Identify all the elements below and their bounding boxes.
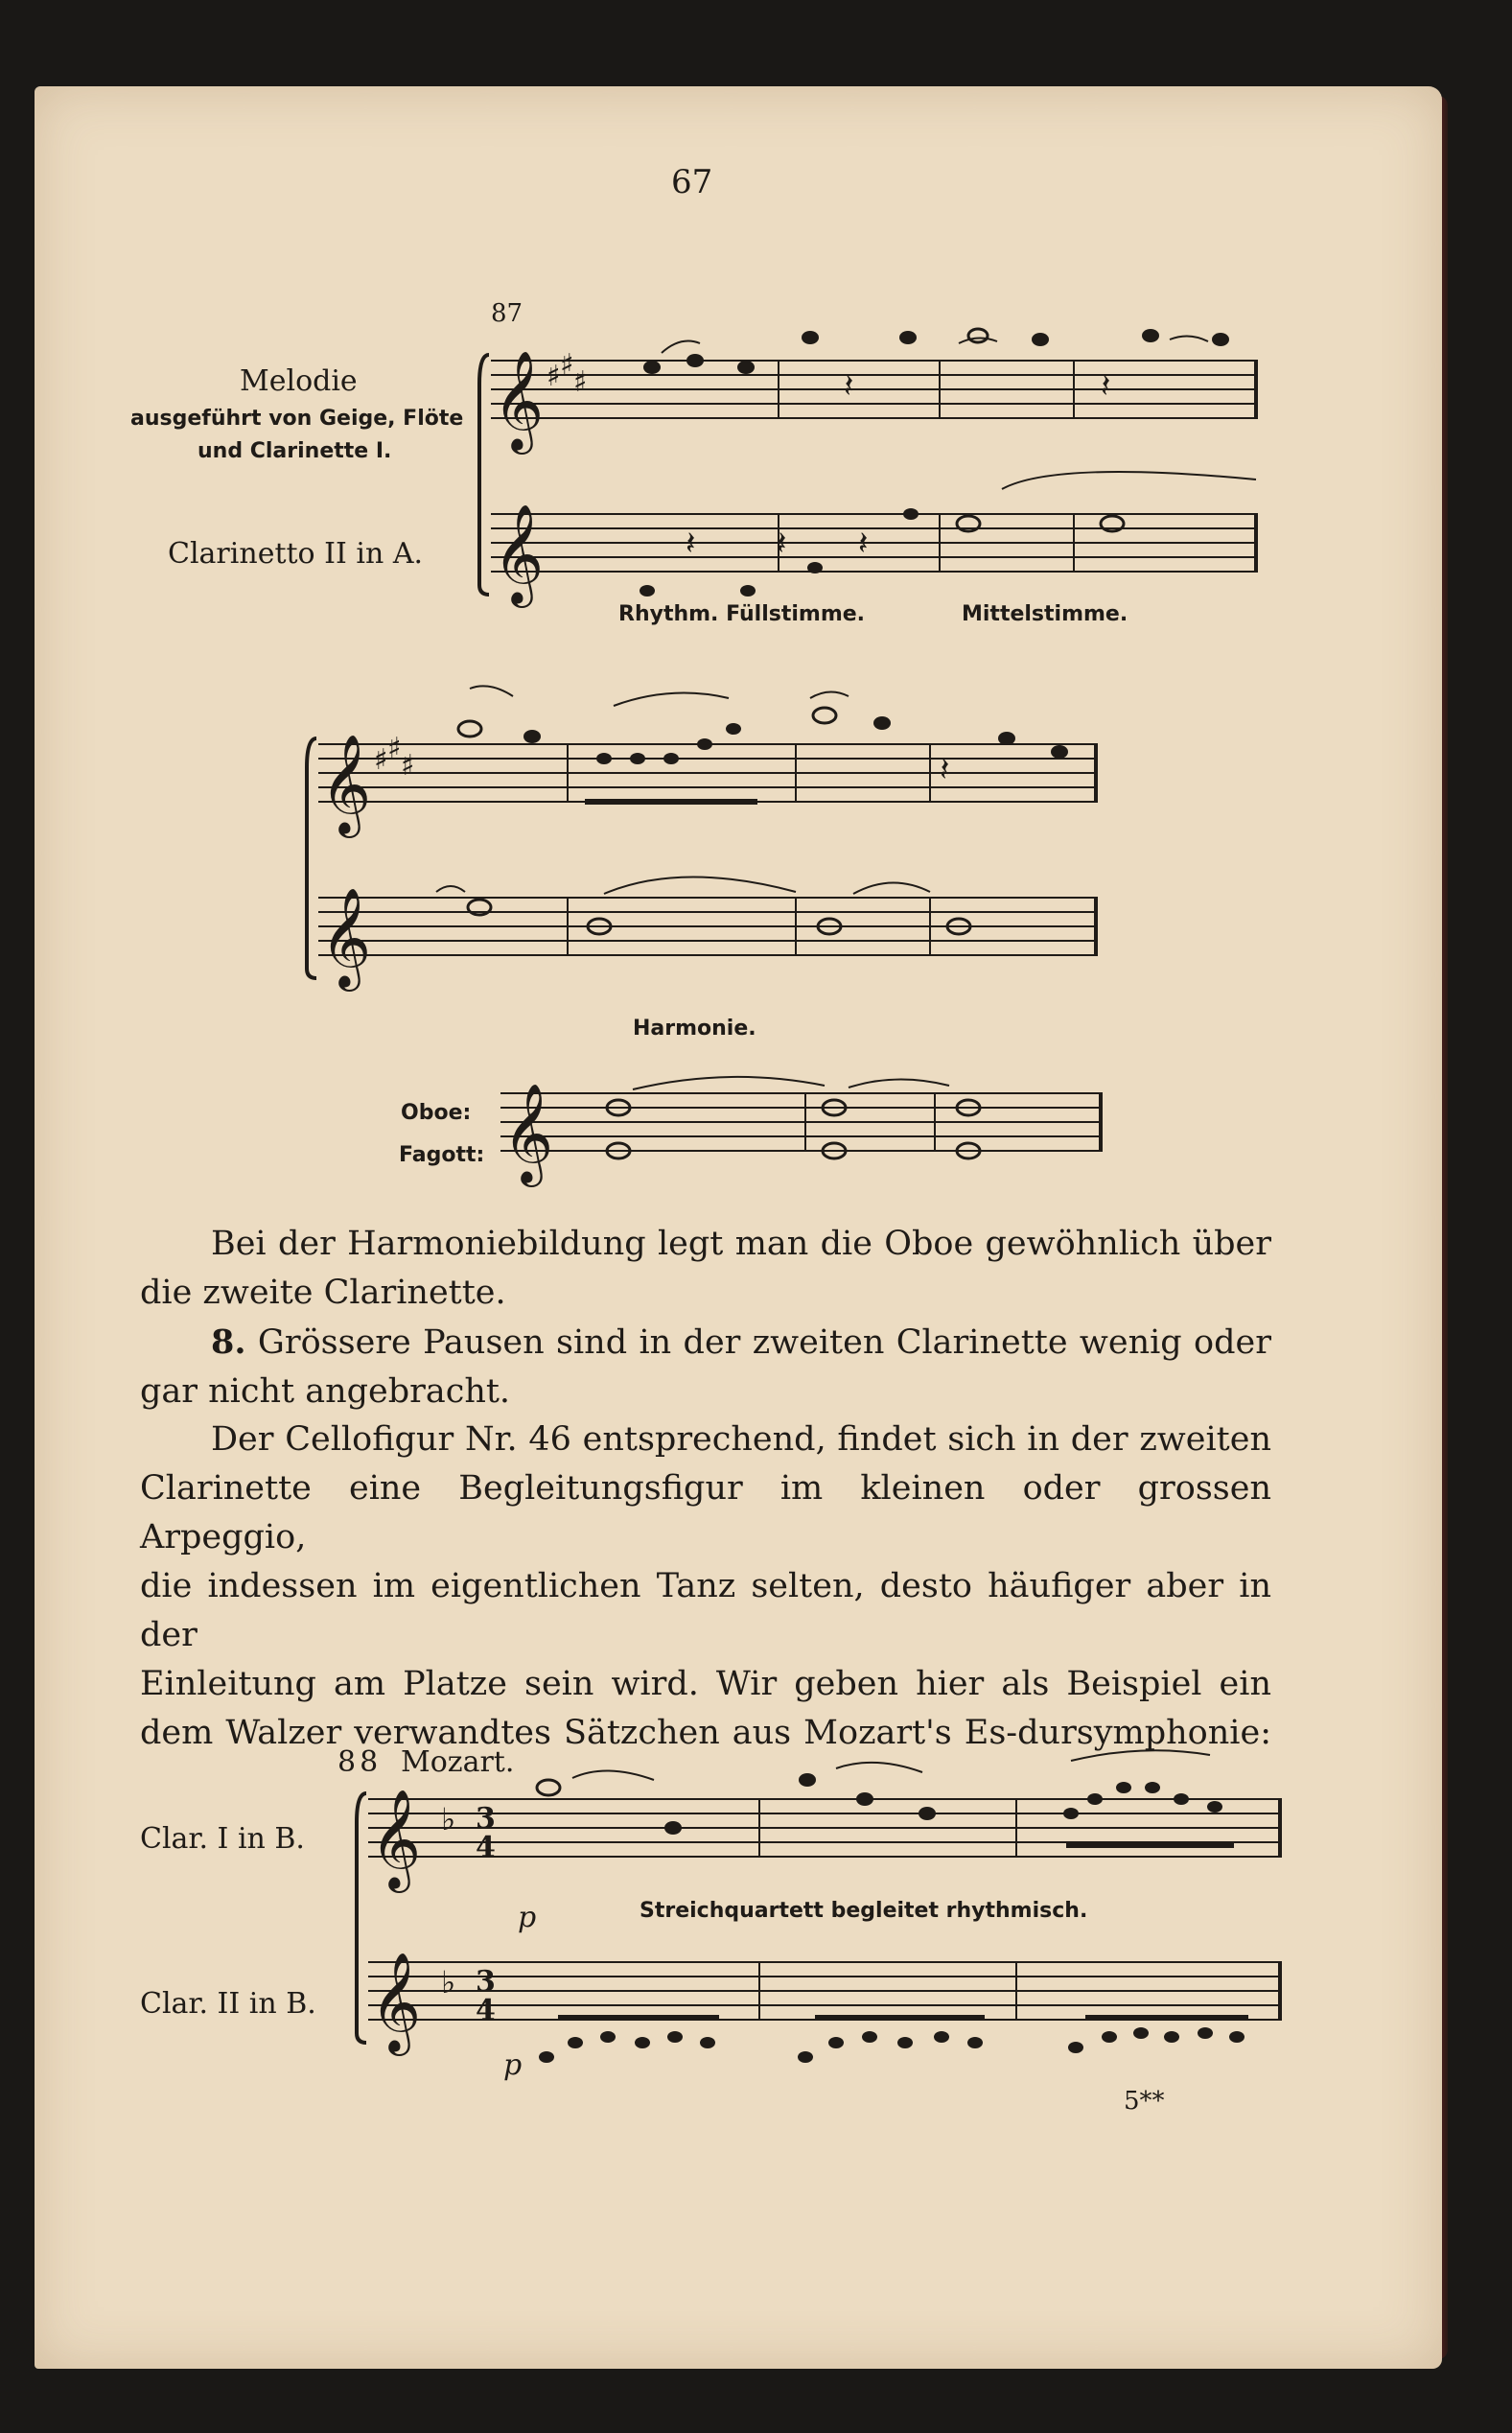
label-melody-sub1: ausgeführt von Geige, Flöte bbox=[130, 407, 464, 431]
time-signature-top-1: 3 bbox=[476, 1802, 496, 1836]
music-system-88 bbox=[357, 1745, 1287, 2091]
time-signature-bottom-1: 4 bbox=[476, 1831, 496, 1864]
text-line: die indessen im eigentlichen Tanz selten, desto häufiger aber in der bbox=[140, 1567, 1271, 1654]
svg-text:𝄞: 𝄞 bbox=[502, 1083, 554, 1183]
example-number-88: 88 bbox=[337, 1745, 383, 1779]
signature-mark: 5** bbox=[1124, 2087, 1165, 2116]
svg-text:♯: ♯ bbox=[387, 732, 402, 765]
svg-text:𝄽: 𝄽 bbox=[940, 751, 950, 789]
svg-text:𝄽: 𝄽 bbox=[844, 367, 854, 406]
svg-text:♯: ♯ bbox=[374, 743, 388, 777]
text-line: Einleitung am Platze sein wird. Wir geben hier als Beispiel ein bbox=[140, 1665, 1271, 1703]
text-line: Bei der Harmoniebildung legt man die Oboe gewöhnlich über bbox=[211, 1225, 1271, 1263]
svg-text:𝄞: 𝄞 bbox=[493, 503, 545, 604]
svg-text:𝄞: 𝄞 bbox=[370, 1952, 422, 2052]
svg-text:𝄞: 𝄞 bbox=[493, 350, 545, 451]
caption-harmony: Harmonie. bbox=[633, 1017, 756, 1041]
dynamic-marking-1: p bbox=[518, 1901, 537, 1934]
text-line: die zweite Clarinette. bbox=[140, 1274, 506, 1312]
svg-text:♭: ♭ bbox=[441, 1964, 456, 2000]
label-melody: Melodie bbox=[240, 364, 358, 398]
label-clarinetto-2: Clarinetto II in A. bbox=[168, 537, 424, 571]
text-line: Clarinette eine Begleitungsfigur im kleinen oder grossen Arpeggio, bbox=[140, 1469, 1271, 1556]
text-line: gar nicht angebracht. bbox=[140, 1372, 511, 1411]
caption-rhythm: Rhythm. Füllstimme. bbox=[618, 602, 866, 626]
svg-text:♯: ♯ bbox=[560, 348, 574, 382]
label-clar-2: Clar. II in B. bbox=[140, 1987, 316, 2021]
svg-text:𝄞: 𝄞 bbox=[320, 734, 372, 834]
text-line: Der Cellofigur Nr. 46 entsprechend, findet sich in der zweiten bbox=[211, 1420, 1271, 1459]
svg-text:♯: ♯ bbox=[401, 749, 415, 783]
page-number: 67 bbox=[671, 163, 713, 201]
label-clar-1: Clar. I in B. bbox=[140, 1822, 305, 1856]
harmony-staff bbox=[499, 1064, 1112, 1183]
svg-text:♯: ♯ bbox=[573, 365, 588, 399]
svg-text:♯: ♯ bbox=[547, 360, 561, 393]
paragraph-harmony bbox=[140, 1220, 1271, 1318]
paragraph-pauses bbox=[140, 1318, 1271, 1416]
composer-name: Mozart. bbox=[401, 1745, 515, 1779]
time-signature-top-2: 3 bbox=[476, 1965, 496, 1999]
label-fagott: Fagott: bbox=[399, 1143, 485, 1167]
svg-text:𝄽: 𝄽 bbox=[686, 525, 696, 563]
music-system-1 bbox=[479, 326, 1266, 614]
caption-middle: Mittelstimme. bbox=[962, 602, 1128, 626]
text-line: dem Walzer verwandtes Sätzchen aus Mozart's Es-dursymphonie: bbox=[140, 1714, 1271, 1752]
text-line: Grössere Pausen sind in der zweiten Clarinette wenig oder bbox=[257, 1323, 1271, 1362]
svg-text:♭: ♭ bbox=[441, 1801, 456, 1837]
paragraph-arpeggio bbox=[140, 1415, 1271, 1758]
section-number: 8. bbox=[211, 1322, 246, 1362]
caption-streichquartett: Streichquartett begleitet rhythmisch. bbox=[640, 1899, 1088, 1923]
svg-text:𝄽: 𝄽 bbox=[858, 525, 869, 563]
label-oboe: Oboe: bbox=[401, 1101, 472, 1125]
example-number-87: 87 bbox=[491, 299, 523, 328]
dynamic-marking-2: p bbox=[503, 2048, 523, 2082]
music-system-2 bbox=[307, 710, 1103, 997]
time-signature-bottom-2: 4 bbox=[476, 1994, 496, 2027]
svg-text:𝄞: 𝄞 bbox=[320, 887, 372, 988]
label-melody-sub2: und Clarinette I. bbox=[198, 439, 392, 463]
svg-text:𝄞: 𝄞 bbox=[370, 1789, 422, 1889]
svg-text:𝄽: 𝄽 bbox=[1101, 367, 1111, 406]
svg-text:𝄽: 𝄽 bbox=[777, 525, 787, 563]
